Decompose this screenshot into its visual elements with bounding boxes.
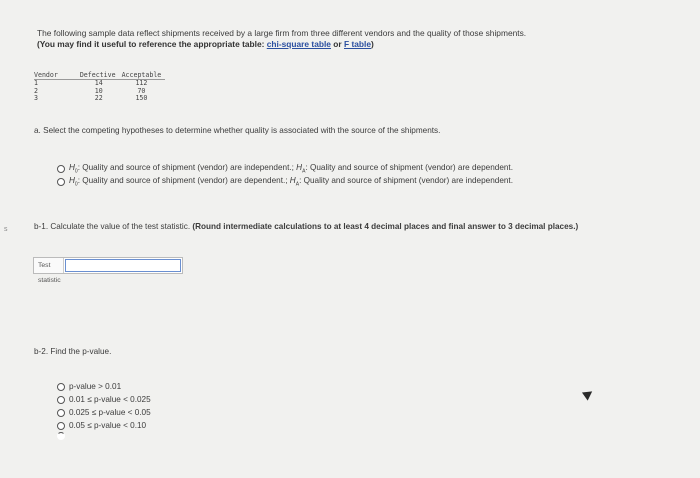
- left-edge-mark: s: [4, 226, 8, 233]
- hypothesis-options: [57, 162, 513, 188]
- radio-button[interactable]: [57, 409, 65, 417]
- table-cell: 2: [34, 86, 38, 95]
- chi-square-table-link[interactable]: chi-square table: [266, 39, 331, 49]
- hypothesis-option-1[interactable]: [57, 162, 513, 175]
- table-reference-note: [37, 39, 526, 50]
- option-text: 0.01 ≤ p-value < 0.025: [69, 395, 151, 404]
- p-value-option-3[interactable]: [57, 406, 151, 419]
- table-row: [34, 95, 165, 103]
- problem-intro: [37, 28, 526, 50]
- table-cell: 22: [94, 94, 103, 102]
- option-text: $H_0$: Quality and source of shipment (vendor) are independent.; $H_A$: Quality and source of shipment (vendor) are dependent.: [69, 162, 513, 175]
- part-b2-question: b-2. Find the p-value.: [34, 347, 112, 356]
- test-statistic-label: Test statistic: [34, 258, 64, 273]
- option-text: p-value > 0.01: [69, 382, 122, 391]
- col-header: Acceptable: [122, 71, 166, 80]
- table-cell: 70: [137, 86, 146, 95]
- table-cell: 3: [34, 94, 38, 102]
- part-a-question: a. Select the competing hypotheses to determine whether quality is associated with the source of the shipments.: [34, 126, 441, 135]
- mouse-cursor-icon: [582, 387, 595, 400]
- radio-button[interactable]: [57, 396, 65, 404]
- col-header: Vendor: [34, 71, 80, 80]
- part-b1-question: [34, 221, 664, 232]
- table-cell: 10: [94, 86, 103, 95]
- option-text: 0.025 ≤ p-value < 0.05: [69, 408, 151, 417]
- note-prefix: (You may find it useful to reference the appropriate table:: [37, 39, 267, 49]
- table-cell: 112: [135, 79, 148, 87]
- b1-plain-text: b-1. Calculate the value of the test statistic.: [34, 222, 193, 231]
- test-statistic-row: [33, 257, 183, 284]
- option-text: $H_0$: Quality and source of shipment (vendor) are dependent.; $H_A$: Quality and source of shipment (vendor) are independent.: [69, 175, 513, 188]
- col-header: Defective: [80, 71, 122, 80]
- p-value-options: [57, 380, 151, 440]
- hypothesis-option-2[interactable]: [57, 175, 513, 188]
- p-value-option-4[interactable]: [57, 419, 151, 432]
- test-statistic-input[interactable]: [65, 259, 181, 272]
- intro-text: The following sample data reflect shipments received by a large firm from three different vendors and the quality of those shipments.: [37, 28, 527, 38]
- note-or: or: [330, 39, 344, 49]
- f-table-link[interactable]: F table: [344, 39, 371, 49]
- table-cell: 150: [135, 94, 148, 102]
- radio-button[interactable]: [57, 178, 65, 186]
- radio-button[interactable]: [57, 383, 65, 391]
- data-table: [34, 71, 165, 103]
- b1-rounding-note: (Round intermediate calculations to at least 4 decimal places and final answer to 3 decimal places.): [192, 222, 579, 231]
- table-cell: 1: [34, 79, 38, 87]
- p-value-option-5-partial[interactable]: [57, 432, 151, 440]
- option-text: 0.05 ≤ p-value < 0.10: [69, 421, 147, 430]
- p-value-option-1[interactable]: [57, 380, 151, 393]
- note-suffix: ): [371, 39, 374, 49]
- table-cell: 14: [94, 79, 103, 87]
- radio-button[interactable]: [57, 165, 65, 173]
- p-value-option-2[interactable]: [57, 393, 151, 406]
- radio-button[interactable]: [57, 432, 65, 440]
- radio-button[interactable]: [57, 422, 65, 430]
